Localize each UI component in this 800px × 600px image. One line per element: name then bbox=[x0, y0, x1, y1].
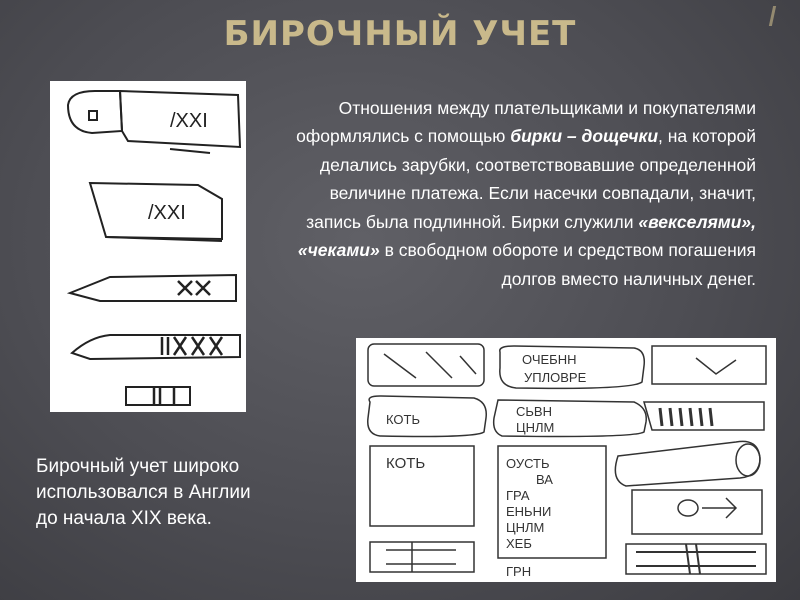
footnote-text: Бирочный учет широко использовался в Англии до начала XIX века. bbox=[36, 456, 251, 529]
description-paragraph bbox=[286, 94, 756, 294]
slide-title: БИРОЧНЫЙ УЧЕТ bbox=[223, 14, 577, 54]
paragraph-text: , на которой делались зарубки, соответствовавшие определенной величине платежа. Если насечки совпадали, значит, запись была подлинной. Бирки служили bbox=[306, 126, 756, 232]
emphasized-term: бирки – дощечки bbox=[510, 126, 659, 146]
corner-decoration bbox=[769, 6, 796, 26]
tally-sticks-illustration bbox=[50, 81, 246, 412]
inscription: КОТЬ bbox=[386, 412, 421, 427]
inscription: ЕНЬНИ bbox=[506, 504, 552, 519]
emphasized-term: «векселями», «чеками» bbox=[297, 211, 756, 260]
paragraph-text: в свободном обороте и средством погашения долгов вместо наличных денег. bbox=[379, 240, 756, 289]
inscription: ВА bbox=[536, 472, 553, 487]
inscription: КОТЬ bbox=[386, 455, 426, 472]
inscription: ОЧЕБНН bbox=[522, 352, 577, 367]
tally-stick-5 bbox=[126, 387, 190, 405]
inscription: ГРН bbox=[506, 564, 532, 579]
birch-tags-illustration bbox=[356, 338, 776, 582]
tally-mark-text-1: /XXI bbox=[170, 110, 208, 132]
inscription: УПЛОВРЕ bbox=[524, 370, 587, 385]
inscription: ЦНЛМ bbox=[506, 520, 545, 535]
tally-mark-text-2: /XXI bbox=[148, 202, 186, 224]
tally-stick-3 bbox=[70, 275, 236, 301]
inscription: СЬВН bbox=[516, 404, 552, 419]
paragraph-text: Отношения между плательщиками и покупателями оформлялись с помощью bbox=[296, 97, 756, 146]
inscription: ХЕБ bbox=[506, 536, 532, 551]
inscription: ГРА bbox=[506, 488, 530, 503]
tag-row3-roll bbox=[615, 441, 760, 486]
inscription: ЦНЛМ bbox=[516, 420, 555, 435]
inscription: ОУСТЬ bbox=[506, 456, 550, 471]
